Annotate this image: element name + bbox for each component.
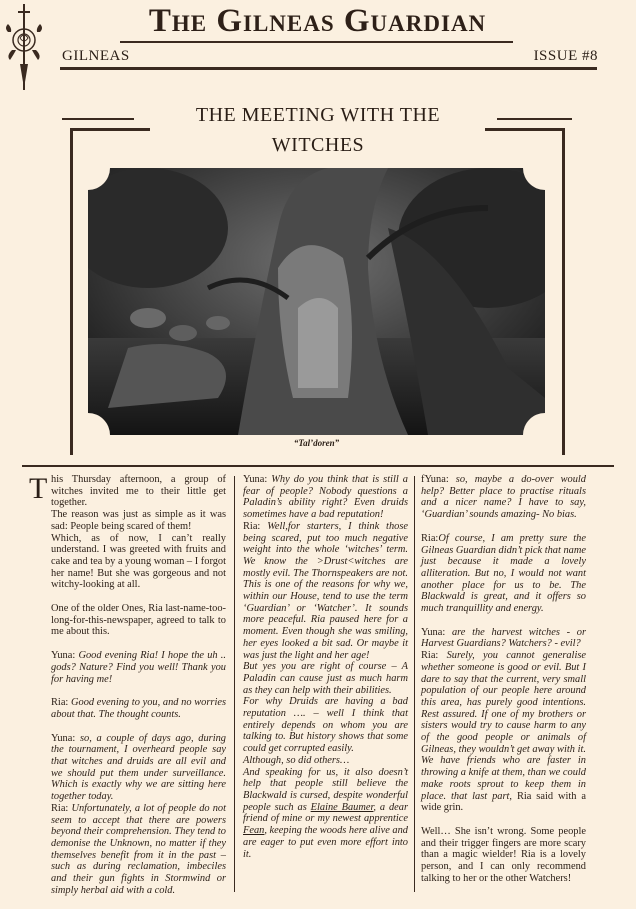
speech: Unfortunately, a lot of people do not seem to accept that there are powers beyond their comprehension. They tend to demonise the Unknown, no matter if they themselves benefit from it in the past – such as during reclamation, imbeciles and their gun fights in Stormwind or simply herbal aid with a cold. [51, 802, 226, 896]
article-column-2 [243, 474, 408, 860]
body-top-rule [22, 465, 614, 467]
speech: Surely, you cannot generalise whether someone is good or evil. But I dare to say that the current, very small population of our people here around this area, has purely good intentions. Rest assured. If one of my brothers or sisters would try to cause harm to any of the good people or animals of Gilneas, they wouldn’t get away with it. We have friends who are faster in throwing a knife at them, than we could make roots sprout to keep them in place. that last part [421, 650, 586, 802]
headline-line-2: WITCHES [271, 134, 365, 156]
paragraph: And speaking for us, it also doesn’t help that people still believe the Blackwald is cursed, despite wonderful people such as [243, 766, 408, 813]
speech: Of course, I am pretty sure the Gilneas Guardian didn’t pick that name just because it made a lovely alliteration. But no, I would not want another place for us to be. The Blackwald is great, and it offers so much tranquillity and energy. [421, 532, 586, 615]
speaker: Yuna: [421, 626, 446, 638]
frame-rule [485, 128, 565, 131]
masthead-title: The Gilneas Guardian [148, 3, 487, 39]
headline-line-1: THE MEETING WITH THE [195, 104, 441, 126]
masthead-underline [120, 41, 513, 43]
speech: are the harvest witches - or Harvest Guardians? Watchers? - evil? [421, 626, 586, 650]
photo-corner-notches [88, 168, 545, 435]
frame-rule [70, 128, 150, 131]
article-headline [150, 100, 486, 160]
speaker: Yuna: [51, 650, 76, 662]
frame-rule [70, 128, 73, 455]
speaker: Ria: [51, 697, 69, 709]
masthead-bottom-rule [60, 67, 597, 70]
speaker: Yuna: [51, 732, 76, 744]
name-link: Fean [243, 825, 265, 837]
paragraph: , Ria said with a wide grin. [421, 790, 586, 814]
speaker: Ria: [421, 532, 439, 544]
column-divider [414, 476, 415, 892]
frame-rule [562, 128, 565, 455]
speaker: fYuna: [421, 474, 449, 485]
paragraph: But yes you are right of course – A Paladin can cause just as much harm as they can help with their abilities. [243, 661, 408, 696]
speech: Well,for starters, I think those being scared, put too much negative weight into the whole ‘witches’ term. We know the >Drust<witches are mostly evil. The Thornspeakers are not. This is one of the reasons for why we, within our House, tend to use the term ‘Guardian’ or ‘Watcher’. It sounds more peaceful. Ria paused here for a moment. Even though she was smiling, her eyes looked a bit sad. Or maybe it was just the light and her age! [243, 520, 408, 661]
column-divider [234, 476, 235, 892]
paragraph: For why Druids are having a bad reputation …. – well I think that entirely depends on whom you are talking to. But history shows that some could get corrupted easily. [243, 696, 408, 755]
speaker: Ria: [51, 802, 69, 814]
speech: Good evening to you, and no worries about that. The thought counts. [51, 697, 226, 720]
frame-rule [497, 118, 572, 120]
paragraph: Which, as of now, I can’t really understand. I was greeted with fruits and cake and tea by a young woman – I forgot her name! But she was gorgeous and not witchy-looking at all. [51, 532, 226, 591]
paragraph: The reason was just as simple as it was sad: People being scared of them! [51, 509, 226, 532]
speaker: Ria: [243, 520, 261, 532]
name-link: Elaine Baumer [310, 801, 374, 813]
frame-rule [62, 118, 134, 120]
paragraph: his Thursday afternoon, a group of witches invited me to their little get together. [51, 474, 226, 509]
speech: Why do you think that is still a fear of people? Nobody questions a Paladin’s ability right? Even druids sometimes have a bad reputation! [243, 474, 408, 521]
paragraph: , keeping the woods here alive and are eager to put even more effort into it. [243, 825, 408, 860]
paragraph: Although, so did others… [243, 754, 350, 766]
masthead-location: GILNEAS [62, 48, 130, 64]
speech: so, a couple of days ago, during the tournament, I overheard people say that witches and druids are all evil and we should put them under surveillance. Which is exactly why we are sitting here together today. [51, 732, 226, 803]
paragraph: Well… She isn’t wrong. Some people and their trigger fingers are more scary than a magic wielder! Ria is a lovely person, and I can only recommend talking to her or the other Watchers! [421, 825, 586, 884]
drop-cap: T [29, 472, 48, 505]
paragraph: One of the older Ones, Ria last-name-too-long-for-this-newspaper, agreed to talk to me about this. [51, 603, 226, 638]
speaker: Ria: [421, 650, 439, 662]
speaker: Yuna: [243, 474, 268, 485]
masthead-issue: ISSUE #8 [533, 48, 598, 64]
speech: Good evening Ria! I hope the uh .. gods? Nature? Find you well! Thank you for having me! [51, 650, 226, 685]
rose-dagger-emblem-icon [2, 2, 46, 92]
article-column-1 [29, 472, 226, 909]
article-column-3 [421, 474, 586, 897]
photo-caption: “Tal’doren” [293, 438, 340, 448]
paragraph: , a dear friend of mine or my newest apprentice [243, 801, 408, 825]
speech: so, maybe a do-over would help? Better place to practise rituals and a nicer name? I have to say, ‘Guardian’ sounds amazing- No bias. [421, 474, 586, 521]
